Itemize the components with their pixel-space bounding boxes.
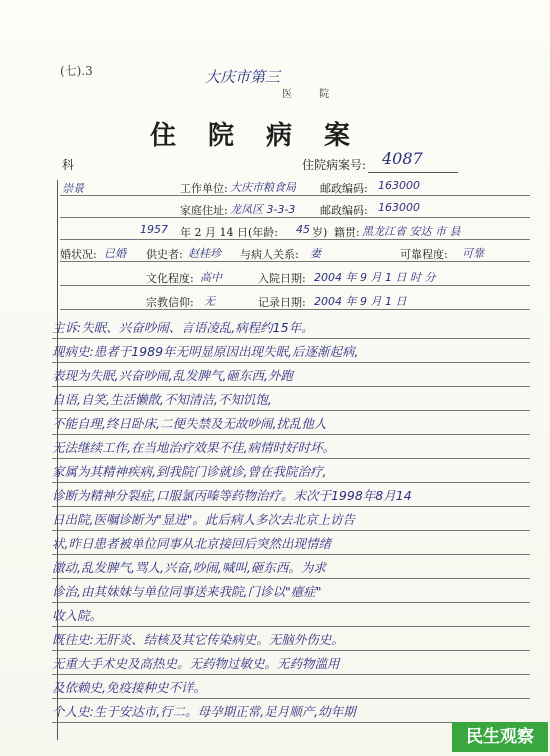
row-line [60,309,530,310]
age-value: 45 [296,223,310,236]
history-line: 诊断为精神分裂症,口服氯丙嗪等药物治疗。末次于1998年8月14 [52,488,412,503]
religion-value: 无 [204,295,215,308]
history-line: 现病史:患者于1989年无明显原因出现失眠,后逐渐起病, [52,344,359,359]
postcode-label-2: 邮政编码: [320,204,368,217]
history-line: 自语,自笑,生活懒散,不知清洁,不知饥饱, [52,392,272,407]
postcode-value-2: 163000 [378,201,420,214]
history-line: 及依赖史,免疫接种史不详。 [52,680,206,695]
history-line: 家属为其精神疾病,到我院门诊就诊,曾在我院治疗, [52,464,327,479]
ruled-line [52,554,530,555]
ruled-line [52,434,530,435]
watermark-badge: 民生观察 [452,722,548,752]
ruled-line [52,578,530,579]
home-address-label: 家庭住址: [180,204,228,217]
ruled-line [52,386,530,387]
row-line [60,239,530,240]
row-line [60,217,530,218]
education-value: 高中 [200,271,222,284]
age-unit: 岁) [312,226,328,239]
informant-value: 赵桂珍 [188,247,221,260]
relation-value: 妻 [310,247,321,260]
hospital-suffix: 医 院 [282,89,342,100]
hospital-name: 大庆市第三 [205,68,281,86]
work-unit-value: 大庆市粮食局 [230,181,296,194]
history-line: 个人史:生于安达市,行二。母孕期正常,足月顺产,幼年期 [52,704,356,719]
ruled-line [52,626,530,627]
education-label: 文化程度: [146,272,194,285]
birth-year-value: 1957 [140,223,168,236]
ruled-line [52,698,530,699]
history-line: 状,昨日患者被单位同事从北京接回后突然出现情绪 [52,536,331,551]
department-label: 科 [62,158,75,172]
postcode-label-1: 邮政编码: [320,182,368,195]
ruled-line [52,602,530,603]
history-line: 不能自理,终日卧床,二便失禁及无故吵闹,扰乱他人 [52,416,327,431]
history-line: 诊治,由其妹妹与单位同事送来我院,门诊以"癔症" [52,584,322,599]
marital-status-value: 已婚 [104,247,126,260]
ruled-line [52,650,530,651]
reliability-value: 可靠 [462,247,484,260]
history-line: 无法继续工作,在当地治疗效果不佳,病情时好时坏。 [52,440,335,455]
religion-label: 宗教信仰: [146,296,194,309]
birth-date-label: 年 2 月 14 日(年龄: [180,226,278,239]
record-date-label: 记录日期: [258,296,306,309]
history-line: 表现为失眠,兴奋吵闹,乱发脾气,砸东西,外跑 [52,368,293,383]
ruled-line [52,410,530,411]
page-title: 住院病案 [150,121,383,151]
history-line: 收入院。 [52,608,103,623]
row-line [60,195,530,196]
ruled-line [52,482,530,483]
admission-date-value: 2004 年 9 月 1 日 时 分 [314,271,436,284]
history-line: 激动,乱发脾气,骂人,兴奋,吵闹,喊叫,砸东西。为求 [52,560,326,575]
record-number-underline [368,172,458,173]
record-number-value: 4087 [382,149,423,168]
admission-date-label: 入院日期: [258,272,306,285]
record-date-value: 2004 年 9 月 1 日 [314,295,407,308]
postcode-value-1: 163000 [378,179,420,192]
row-line [60,285,530,286]
ruled-line [52,338,530,339]
informant-label: 供史者: [146,248,183,261]
history-line: 既往史:无肝炎、结核及其它传染病史。无脑外伤史。 [52,632,344,647]
ruled-line [52,506,530,507]
patient-name-value: 崇景 [62,182,84,195]
relation-label: 与病人关系: [240,248,299,261]
row-line [60,261,530,262]
reliability-label: 可靠程度: [400,248,448,261]
ruled-line [52,530,530,531]
ruled-line [52,458,530,459]
home-address-value: 龙凤区 3-3-3 [230,203,296,216]
history-line: 日出院,医嘱诊断为"显进"。此后病人多次去北京上访告 [52,512,355,527]
origin-label: 籍贯: [334,226,360,239]
work-unit-label: 工作单位: [180,182,228,195]
history-line: 主诉:失眠、兴奋吵闹、言语凌乱,病程约15年。 [52,320,314,335]
ruled-line [52,674,530,675]
marital-status-label: 婚状况: [60,248,97,261]
ruled-line [52,362,530,363]
record-number-label: 住院病案号: [302,158,367,172]
form-corner-mark: (七).3 [60,64,93,78]
origin-value: 黑龙江省 安达 市 县 [362,225,461,238]
history-line: 无重大手术史及高热史。无药物过敏史。无药物滥用 [52,656,340,671]
